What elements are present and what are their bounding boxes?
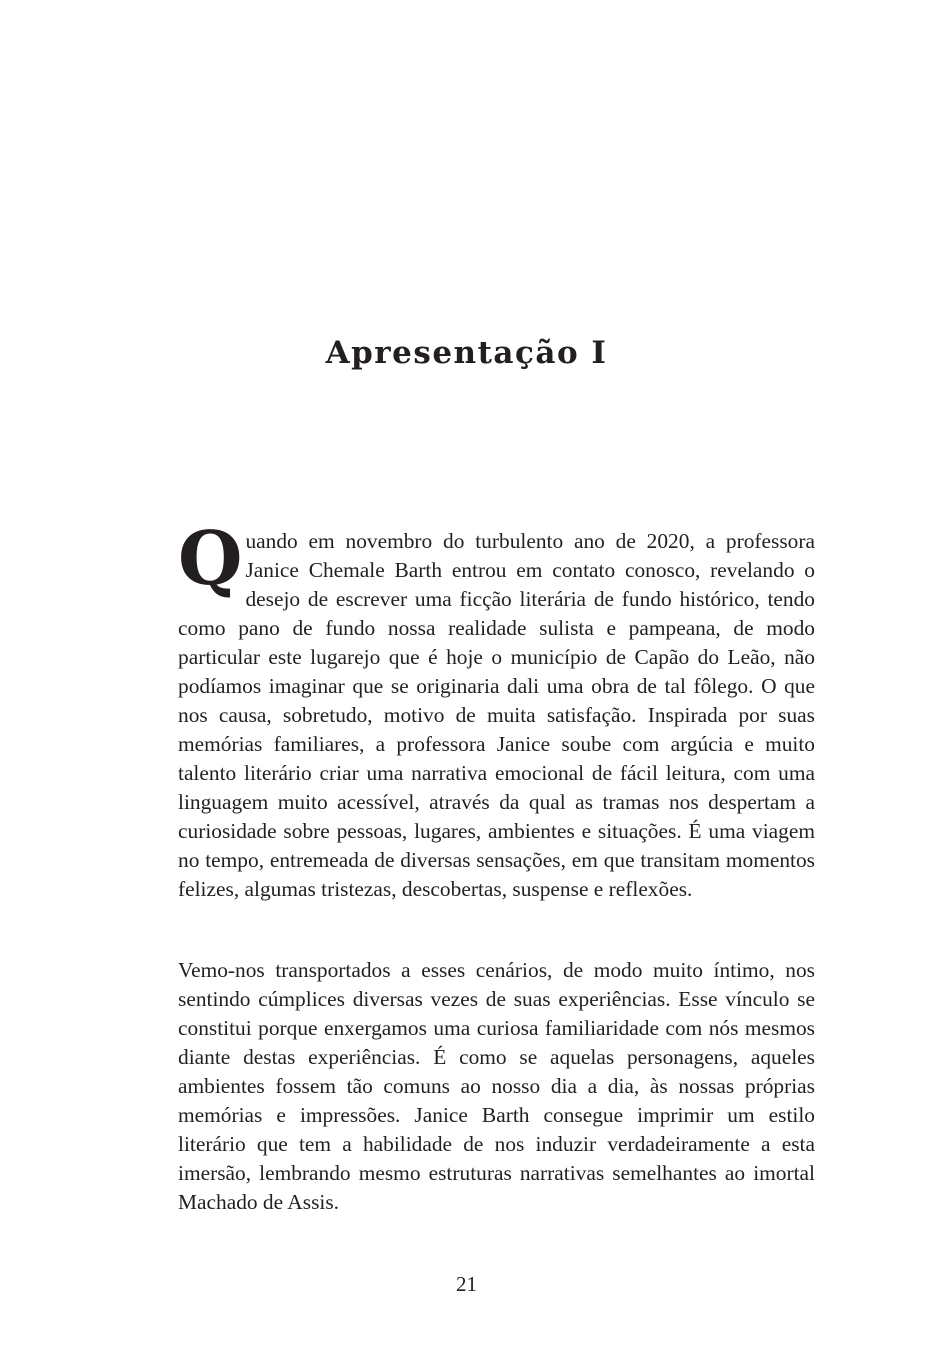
paragraph-2-text: Vemo-nos transportados a esses cenários, de modo muito íntimo, nos sentindo cúmplices diversas vezes de suas experiências. Esse vínculo se constitui porque enxergamos uma curiosa familiaridade com nós mesmos diante destas experiências. É como se aquelas personagens, aqueles ambientes fossem tão comuns ao nosso dia a dia, às nossas próprias memórias e impressões. Janice Barth consegue imprimir um estilo literário que tem a habilidade de nos induzir verdadeiramente a esta imersão, lembrando mesmo estruturas narrativas semelhantes ao imortal Machado de Assis. (178, 958, 815, 1214)
paragraph-2 (178, 956, 815, 1217)
paragraph-1 (178, 516, 815, 904)
paragraph-1-text: uando em novembro do turbulento ano de 2020, a professora Janice Chemale Barth entrou em contato conosco, revelando o desejo de escrever uma ficção literária de fundo histórico, tendo como pano de fundo nossa realidade sulista e pampeana, de modo particular este lugarejo que é hoje o município de Capão do Leão, não podíamos imaginar que se originaria dali uma obra de tal fôlego. O que nos causa, sobretudo, motivo de muita satisfação. Inspirada por suas memórias familiares, a professora Janice soube com argúcia e muito talento literário criar uma narrativa emocional de fácil leitura, com uma linguagem muito acessível, através da qual as tramas nos despertam a curiosidade sobre pessoas, lugares, ambientes e situações. É uma viagem no tempo, entremeada de diversas sensações, em que transitam momentos felizes, algumas tristezas, descobertas, suspense e reflexões. (178, 529, 815, 901)
drop-cap: Q (178, 516, 243, 602)
page-number: 21 (456, 1272, 477, 1296)
chapter-title: Apresentação I (325, 335, 608, 371)
